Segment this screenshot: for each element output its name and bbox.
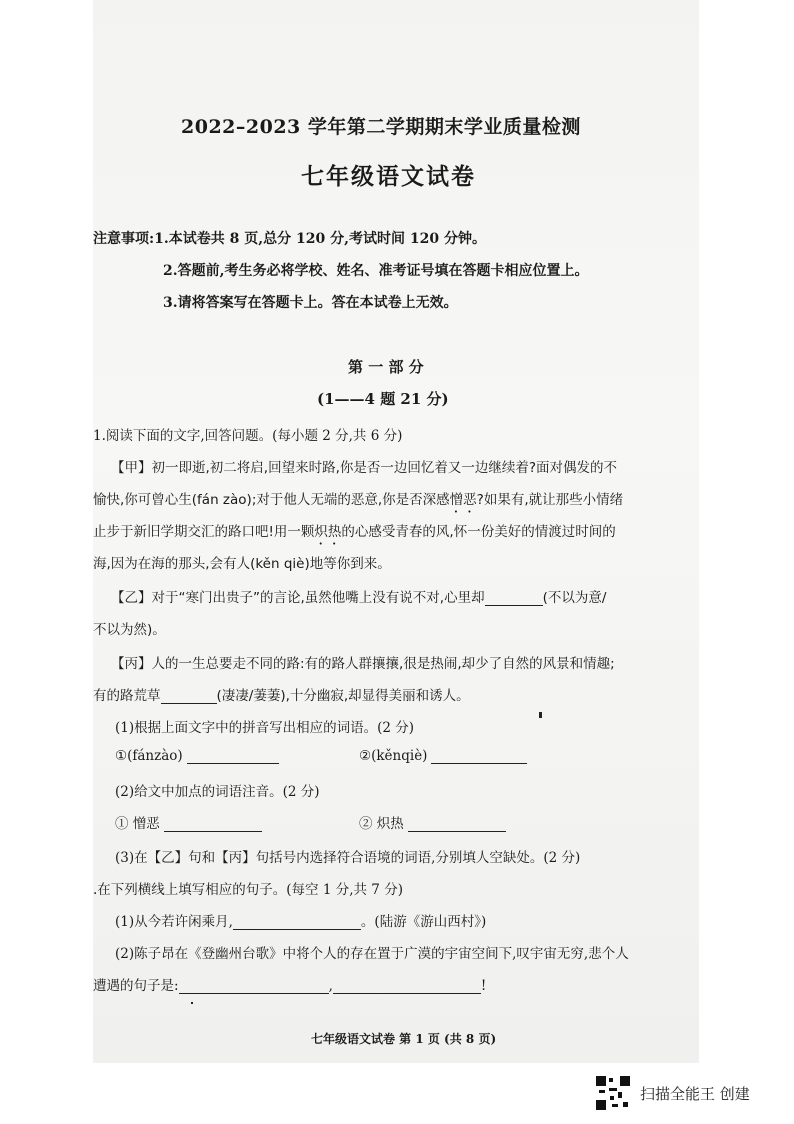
scanner-label: 扫描全能王 创建 xyxy=(640,1084,750,1103)
section-range: (1——4 题 21 分) xyxy=(317,390,449,408)
blank-bing xyxy=(161,691,217,704)
exam-subtitle: 七年级语文试卷 xyxy=(301,163,476,190)
q1-jia-line-1: 【甲】初一即逝,初二将启,回望来时路,你是否一边回忆着又一边继续着?面对偶发的不 xyxy=(111,460,618,476)
answer-blank-chire xyxy=(408,819,506,832)
q1-jia-line-3: 止步于新旧学期交汇的路口吧!用一颗炽热的心感受青春的风,怀一份美好的情渡过时间的 xyxy=(93,524,616,540)
q1-jia-line-4: 海,因为在海的那头,会有人(kěn qiè)地等你到来。 xyxy=(93,556,391,572)
q1-bing-line-1: 【丙】人的一生总要走不同的路:有的路人群攘攘,很是热闹,却少了自然的风景和情趣; xyxy=(111,656,615,672)
q1-jia-line-2: 愉快,你可曾心生(fán zào);对于他人无端的恶意,你是否深感憎恶?如果有,就让那些小情绪 xyxy=(93,492,624,508)
dotted-word-zengwu: 憎恶 xyxy=(449,492,477,508)
scanner-watermark xyxy=(596,1076,750,1110)
answer-blank-fanzao xyxy=(187,751,279,764)
answer-blank-zengwu xyxy=(164,819,262,832)
q1-yi-line-1: 【乙】对于“寒门出贵子”的言论,虽然他嘴上没有说不对,心里却 (不以为意/ xyxy=(111,590,607,606)
q1-sub-1-answer-b: ②(kěnqiè) xyxy=(359,748,527,764)
q2-sub-2-line-1: (2)陈子昂在《登幽州台歌》中将个人的存在置于广漠的宇宙空间下,叹宇宙无穷,悲个人 xyxy=(115,946,629,962)
blank-yi xyxy=(485,593,543,606)
q1-sub-2-answer-a: ① 憎恶 xyxy=(115,812,262,832)
notice-line-1: 注意事项:1.本试卷共 8 页,总分 120 分,考试时间 120 分钟。 xyxy=(93,231,486,247)
scan-speck xyxy=(539,712,542,718)
page-footer: 七年级语文试卷 第 1 页 (共 8 页) xyxy=(311,1032,497,1046)
notice-line-3: 3.请将答案写在答题卡上。答在本试卷上无效。 xyxy=(163,295,458,311)
q1-yi-line-2: 不以为然)。 xyxy=(93,622,166,638)
q1-sub-1-answer-a: ①(fánzào) xyxy=(115,748,279,764)
q1-sub-2: (2)给文中加点的词语注音。(2 分) xyxy=(115,784,320,800)
q2-stem: .在下列横线上填写相应的句子。(每空 1 分,共 7 分) xyxy=(93,882,403,898)
section-title: 第 一 部 分 xyxy=(348,358,424,376)
q2-sub-2-line-2: 遭遇的句子是: , ! xyxy=(93,978,487,994)
q2-sub-1: (1)从今若许闲乘月, 。(陆游《游山西村》) xyxy=(115,914,487,930)
q1-bing-line-2: 有的路荒草 (凄凄/萋萋),十分幽寂,却显得美丽和诱人。 xyxy=(93,688,470,704)
answer-blank-youzhou-1 xyxy=(179,981,329,994)
q1-stem: 1.阅读下面的文字,回答问题。(每小题 2 分,共 6 分) xyxy=(93,428,403,444)
q1-sub-1: (1)根据上面文字中的拼音写出相应的词语。(2 分) xyxy=(115,720,415,736)
scan-speck xyxy=(191,1002,193,1004)
qr-code-icon xyxy=(596,1076,630,1110)
exam-page xyxy=(93,0,699,1063)
dotted-word-chire: 炽热 xyxy=(314,524,342,540)
answer-blank-youshan xyxy=(233,917,361,930)
exam-title: 2022–2023 学年第二学期期末学业质量检测 xyxy=(181,116,581,138)
notice-line-2: 2.答题前,考生务必将学校、姓名、准考证号填在答题卡相应位置上。 xyxy=(163,263,589,279)
answer-blank-kenqie xyxy=(431,751,527,764)
q1-sub-3: (3)在【乙】句和【丙】句括号内选择符合语境的词语,分别填人空缺处。(2 分) xyxy=(115,850,581,866)
answer-blank-youzhou-2 xyxy=(333,981,481,994)
q1-sub-2-answer-b: ② 炽热 xyxy=(359,812,506,832)
